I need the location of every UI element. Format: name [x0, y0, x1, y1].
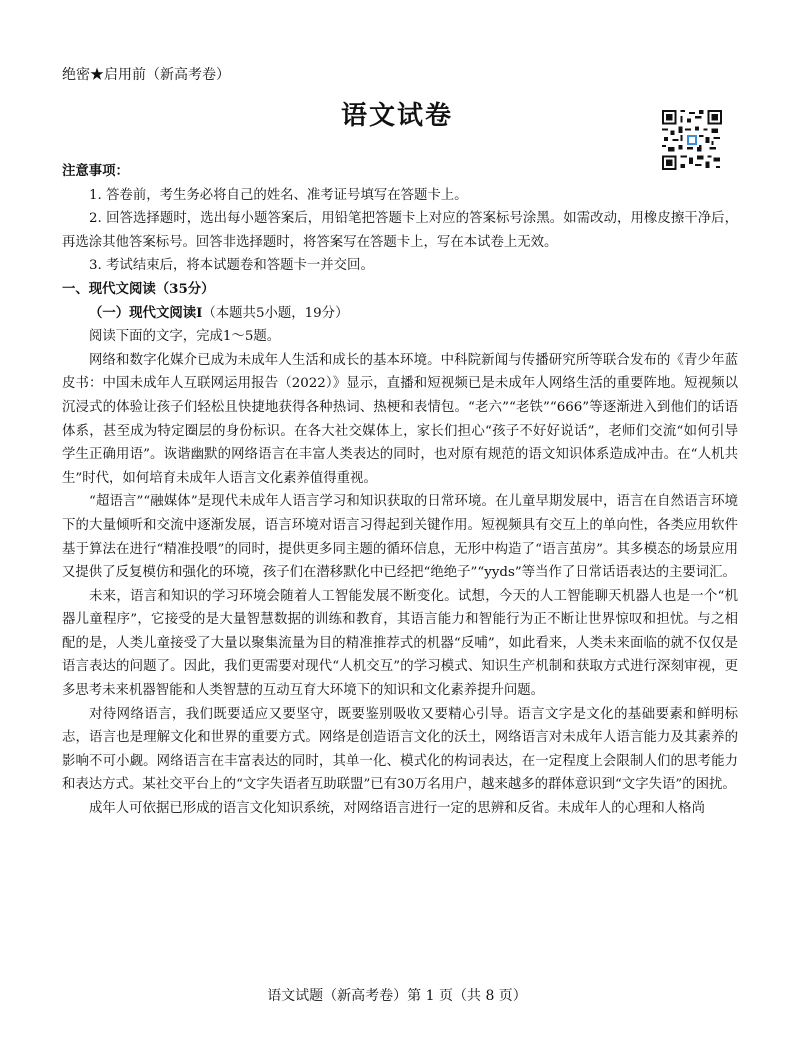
passage-paragraph-3: 未来，语言和知识的学习环境会随着人工智能发展不断变化。试想，今天的人工智能聊天机器人也是一个“机器儿童程序”，它接受的是大量智慧数据的训练和教育，其语言能力和智能行为正不断让世界惊叹和担忧。与之相配的是，人类儿童接受了大量以聚集流量为目的精准推荐式的机器“反哺”，如此看来，人类未来面临的就不仅仅是语言表达的问题了。因此，我们更需要对现代“人机交互”的学习模式、知识生产机制和获取方式进行深刻审视，更多思考未来机器智能和人类智慧的互动互育大环境下的知识和文化素养提升问题。 [62, 588, 738, 699]
reading-instruction: 阅读下面的文字，完成1～5题。 [89, 329, 281, 345]
passage-paragraph-2: “超语言”“融媒体”是现代未成年人语言学习和知识获取的日常环境。在儿童早期发展中，语言在自然语言环境下的大量倾听和交流中逐渐发展，语言环境对语言习得起到关键作用。短视频具有交互上的单向性，各类应用软件基于算法在进行“精准投喂”的同时，提供更多同主题的循环信息，无形中构造了“语言茧房”。其多模态的场景应用又提供了反复模仿和强化的环境，孩子们在潜移默化中已经把“绝绝子”“yyds”等当作了日常话语表达的主要词汇。 [62, 494, 738, 581]
page-footer: 语文试题（新高考卷）第 1 页（共 8 页） [267, 988, 527, 1004]
notice-item-2: 2. 回答选择题时，选出每小题答案后，用铅笔把答题卡上对应的答案标号涂黑。如需改动，用橡皮擦干净后，再选涂其他答案标号。回答非选择题时，将答案写在答题卡上，写在本试卷上无效。 [62, 211, 738, 250]
sub-section-heading [62, 302, 738, 326]
notice-item-3: 3. 考试结束后，将本试题卷和答题卡一并交回。 [89, 258, 374, 274]
notice-item-1: 1. 答卷前，考生务必将自己的姓名、准考证号填写在答题卡上。 [89, 187, 468, 203]
passage-paragraph-5: 成年人可依据已形成的语言文化知识系统，对网络语言进行一定的思辨和反省。未成年人的心理和人格尚 [89, 801, 705, 817]
sub-heading-detail: （本题共5小题，19分） [202, 305, 349, 321]
page-title: 语文试卷 [340, 101, 453, 131]
notice-heading: 注意事项： [62, 163, 129, 179]
sub-heading-bold: （一）现代文阅读Ⅰ [89, 304, 203, 321]
secret-label: 绝密★启用前（新高考卷） [62, 67, 230, 83]
passage-paragraph-1: 网络和数字化媒介已成为未成年人生活和成长的基本环境。中科院新闻与传播研究所等联合发布的《青少年蓝皮书：中国未成年人互联网运用报告（2022）》显示，直播和短视频已是未成年人网络生活的重要阵地。短视频以沉浸式的体验让孩子们轻松且快捷地获得各种热词、热梗和表情包。“老六”“老铁”“666”等逐渐进入到他们的话语体系，甚至成为特定圈层的身份标识。在各大社交媒体上，家长们担心“孩子不好好说话”，老师们交流“如何引导学生正确用语”。诙谐幽默的网络语言在丰富人类表达的同时，也对原有规范的语文知识体系造成冲击。在“人机共生”时代，如何培育未成年人语言文化素养值得重视。 [62, 352, 738, 486]
exam-content [62, 160, 738, 821]
passage-paragraph-4: 对待网络语言，我们既要适应又要坚守，既要鉴别吸收又要精心引导。语言文字是文化的基础要素和鲜明标志，语言也是理解文化和世界的重要方式。网络是创造语言文化的沃土，网络语言对未成年人语言能力及其素养的影响不可小觑。网络语言在丰富表达的同时，其单一化、模式化的构词表达，在一定程度上会限制人们的思考能力和表达方式。某社交平台上的“文字失语者互助联盟”已有30万名用户，越来越多的群体意识到“文字失语”的困扰。 [62, 706, 738, 793]
section-heading: 一、现代文阅读（35分） [62, 280, 215, 297]
